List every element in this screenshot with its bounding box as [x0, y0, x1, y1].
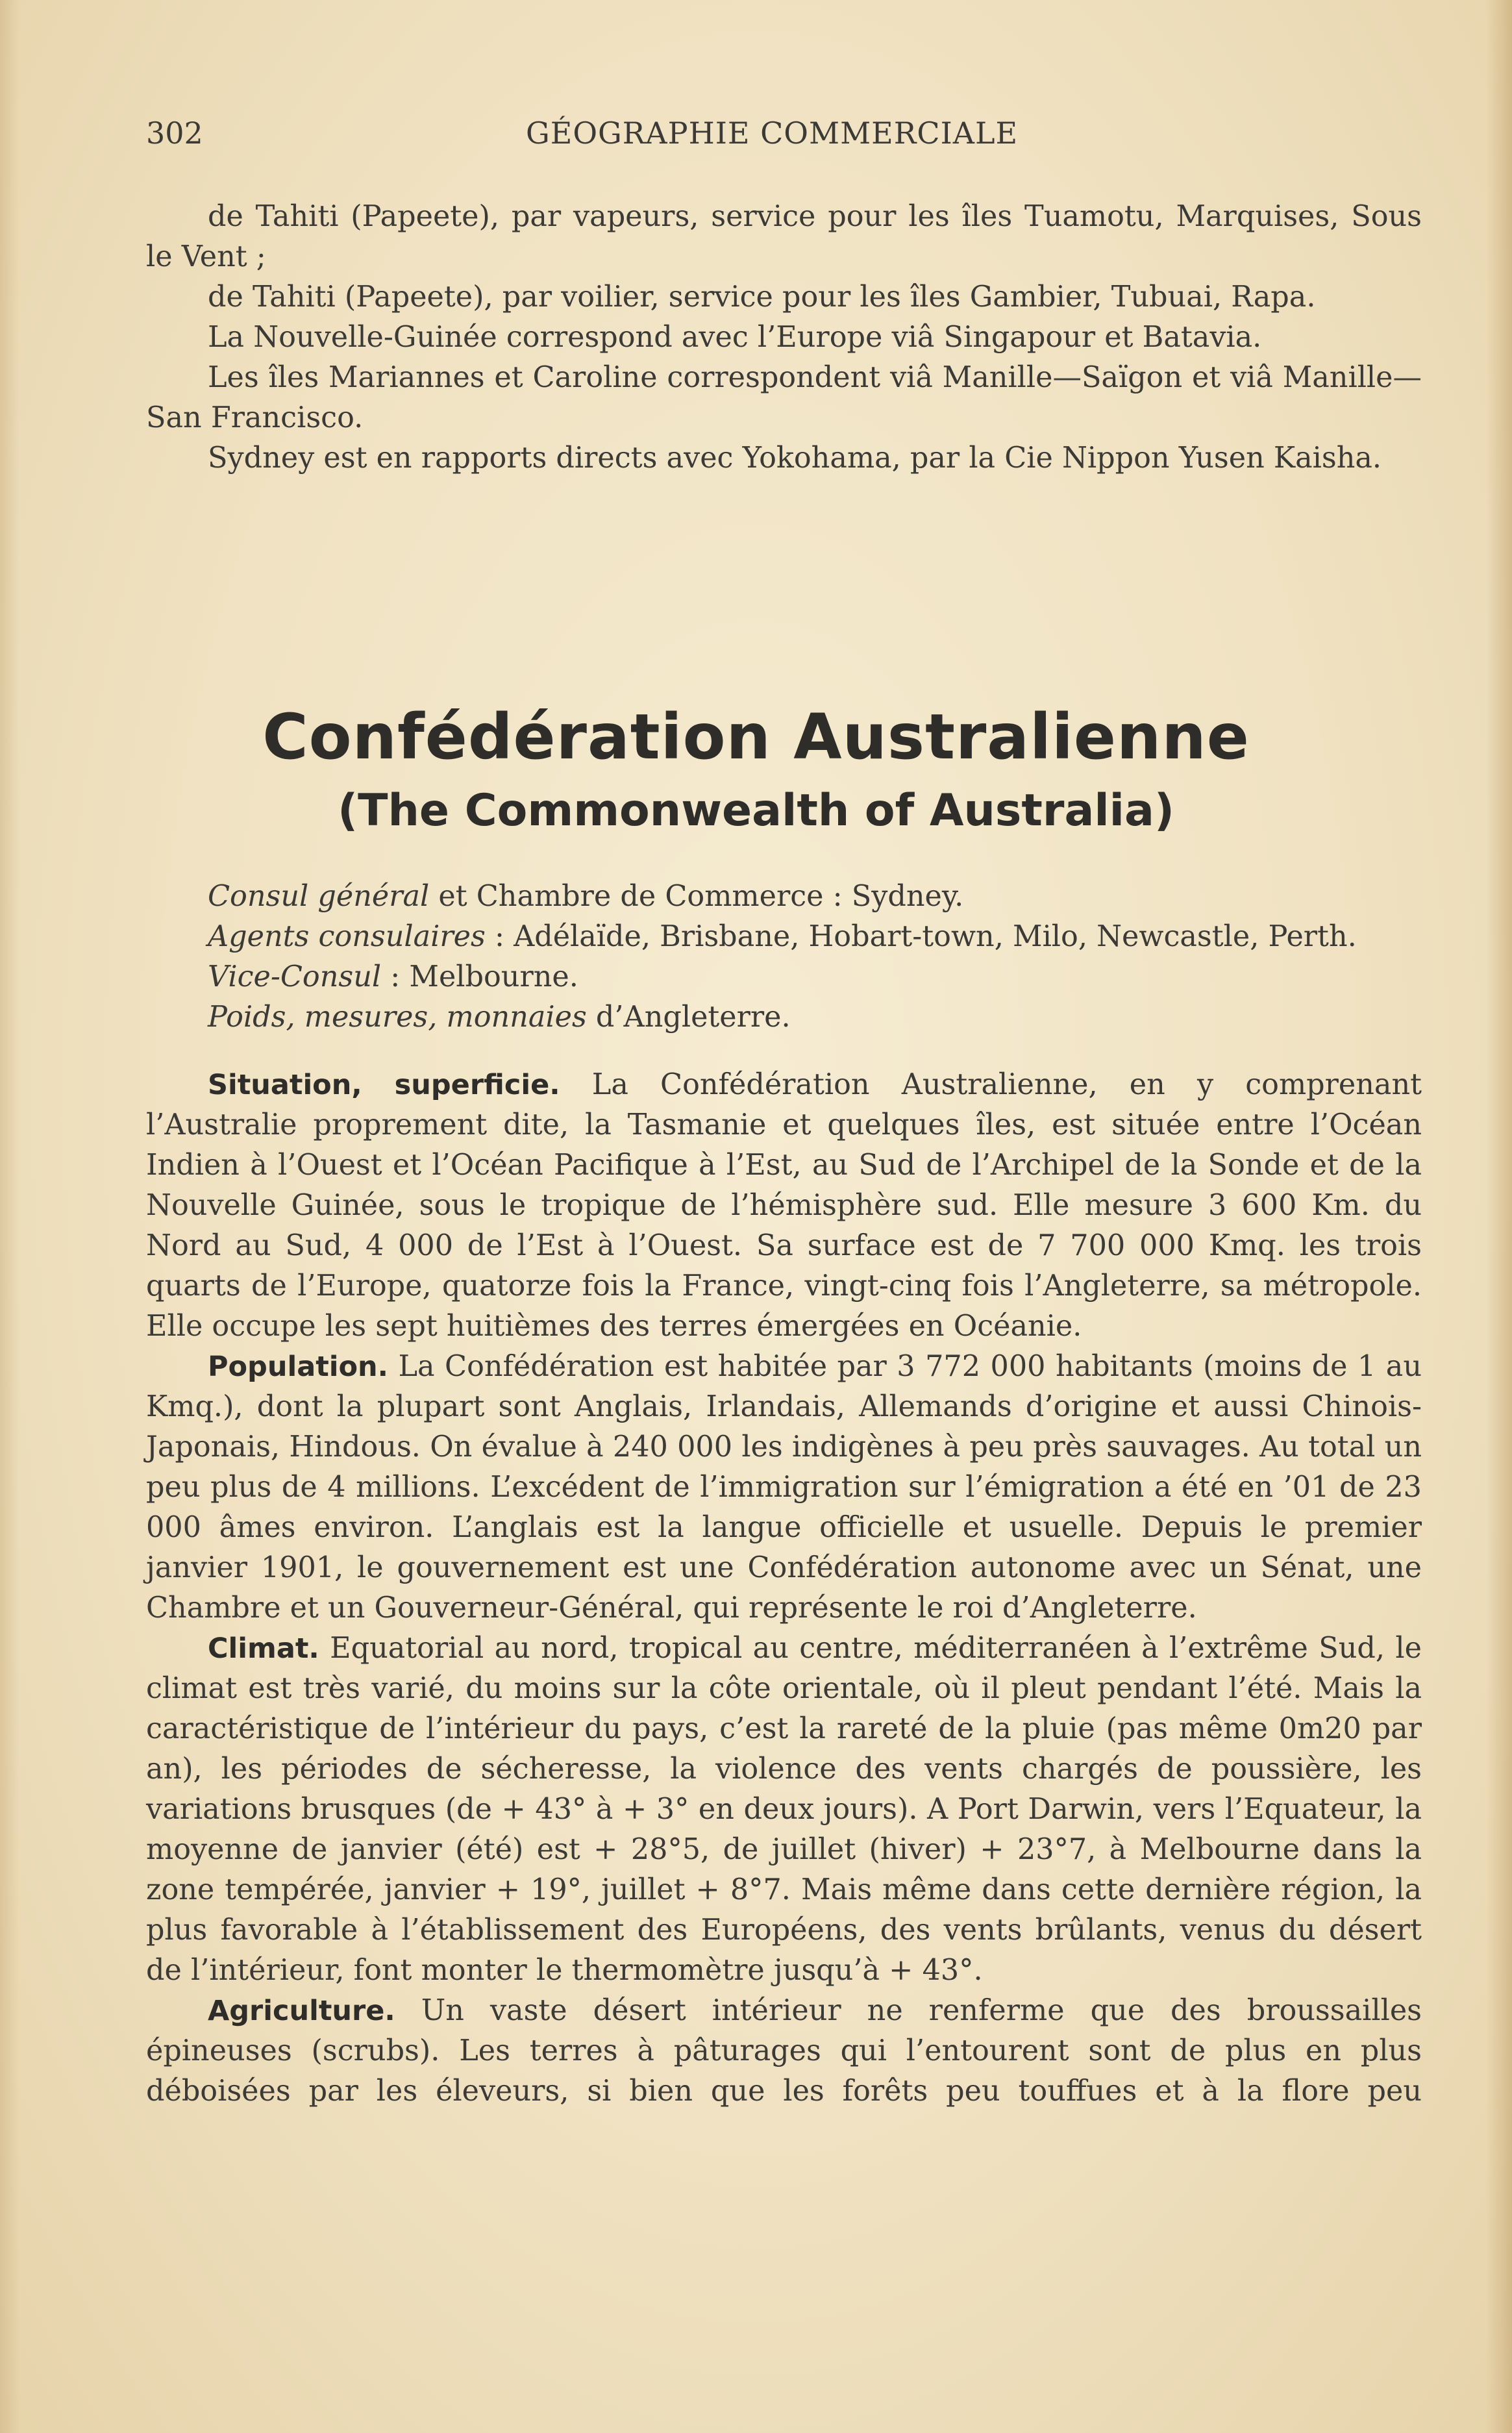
running-title: GÉOGRAPHIE COMMERCIALE — [526, 116, 1019, 151]
running-header — [146, 116, 1438, 161]
paragraph-heading: Situation, superficie. — [208, 1069, 560, 1101]
section-subtitle: (The Commonwealth of Australia) — [338, 785, 1174, 836]
paragraph-population: Population. La Confédération est habitée par 3 772 000 habitants (moins de 1 au Kmq.), dont la plupart sont Anglais, Irlandais, Allemands d’origine et aussi Chinois-Japonais, Hindous. On évalue à 240 000 les indigènes à peu près sauvages. Au total un peu plus de 4 millions. L’excédent de l’immigration sur l’émigration a été en ’01 de 23 000 âmes environ. L’anglais est la langue officielle et usuelle. Depuis le premier janvier 1901, le gouvernement est une Confédération autonome avec un Sénat, une Chambre et un Gouverneur-Général, qui représente le roi d’Angleterre. — [146, 1350, 1422, 1625]
page-number: 302 — [146, 116, 203, 151]
paragraph-heading: Population. — [208, 1351, 388, 1383]
intro-line: de Tahiti (Papeete), par vapeurs, service pour les îles Tuamotu, Marquises, Sous le Vent ; — [146, 200, 1422, 273]
intro-line: Les îles Mariannes et Caroline correspondent viâ Manille—Saïgon et viâ Manille—San Francisco. — [146, 361, 1422, 434]
paragraph-heading: Climat. — [208, 1632, 319, 1665]
intro-line: La Nouvelle-Guinée correspond avec l’Europe viâ Singapour et Batavia. — [208, 321, 1262, 354]
consular-line: Consul général et Chambre de Commerce : Sydney. — [208, 880, 964, 913]
intro-block — [146, 197, 1422, 479]
page-edge-shadow-right — [1486, 0, 1512, 2433]
paragraph-climat: Climat. Equatorial au nord, tropical au centre, méditerranéen à l’extrême Sud, le climat est très varié, du moins sur la côte orientale, où il pleut pendant l’été. Mais la caractéristique de l’intérieur du pays, c’est la rareté de la pluie (pas même 0m20 par an), les périodes de sécheresse, la violence des vents chargés de poussière, les variations brusques (de + 43° à + 3° en deux jours). A Port Darwin, vers l’Equateur, la moyenne de janvier (été) est + 28°5, de juillet (hiver) + 23°7, à Melbourne dans la zone tempérée, janvier + 19°, juillet + 8°7. Mais même dans cette dernière région, la plus favorable à l’établissement des Européens, des vents brûlants, venus du désert de l’intérieur, font monter le thermomètre jusqu’à + 43°. — [146, 1632, 1422, 1987]
paragraph-situation: Situation, superficie. La Confédération Australienne, en y comprenant l’Australie proprement dite, la Tasmanie et quelques îles, est située entre l’Océan Indien à l’Ouest et l’Océan Pacifique à l’Est, au Sud de l’Archipel de la Sonde et de la Nouvelle Guinée, sous le tropique de l’hémisphère sud. Elle mesure 3 600 Km. du Nord au Sud, 4 000 de l’Est à l’Ouest. Sa surface est de 7 700 000 Kmq. les trois quarts de l’Europe, quatorze fois la France, vingt-cinq fois l’Angleterre, sa métropole. Elle occupe les sept huitièmes des terres émergées en Océanie. — [146, 1068, 1422, 1343]
consular-line: Agents consulaires : Adélaïde, Brisbane, Hobart-town, Milo, Newcastle, Perth. — [208, 920, 1357, 953]
body-text — [146, 1065, 1422, 2112]
consular-block — [146, 877, 1422, 1038]
section-heading — [0, 698, 1512, 843]
consular-line: Vice-Consul : Melbourne. — [208, 960, 578, 993]
consular-line: Poids, mesures, monnaies d’Angleterre. — [208, 1001, 791, 1034]
paragraph-agriculture: Agriculture. Un vaste désert intérieur ne renferme que des broussailles épineuses (scrubs). Les terres à pâturages qui l’entourent sont de plus en plus déboisées par les éleveurs, si bien que les forêts peu touffues et à la flore peu — [146, 1994, 1422, 2108]
intro-line: de Tahiti (Papeete), par voilier, service pour les îles Gambier, Tubuai, Rapa. — [208, 281, 1316, 314]
page-edge-shadow-left — [0, 0, 19, 2433]
section-title: Confédération Australienne — [262, 701, 1250, 773]
intro-line: Sydney est en rapports directs avec Yokohama, par la Cie Nippon Yusen Kaisha. — [208, 442, 1382, 475]
paragraph-heading: Agriculture. — [208, 1995, 395, 2027]
